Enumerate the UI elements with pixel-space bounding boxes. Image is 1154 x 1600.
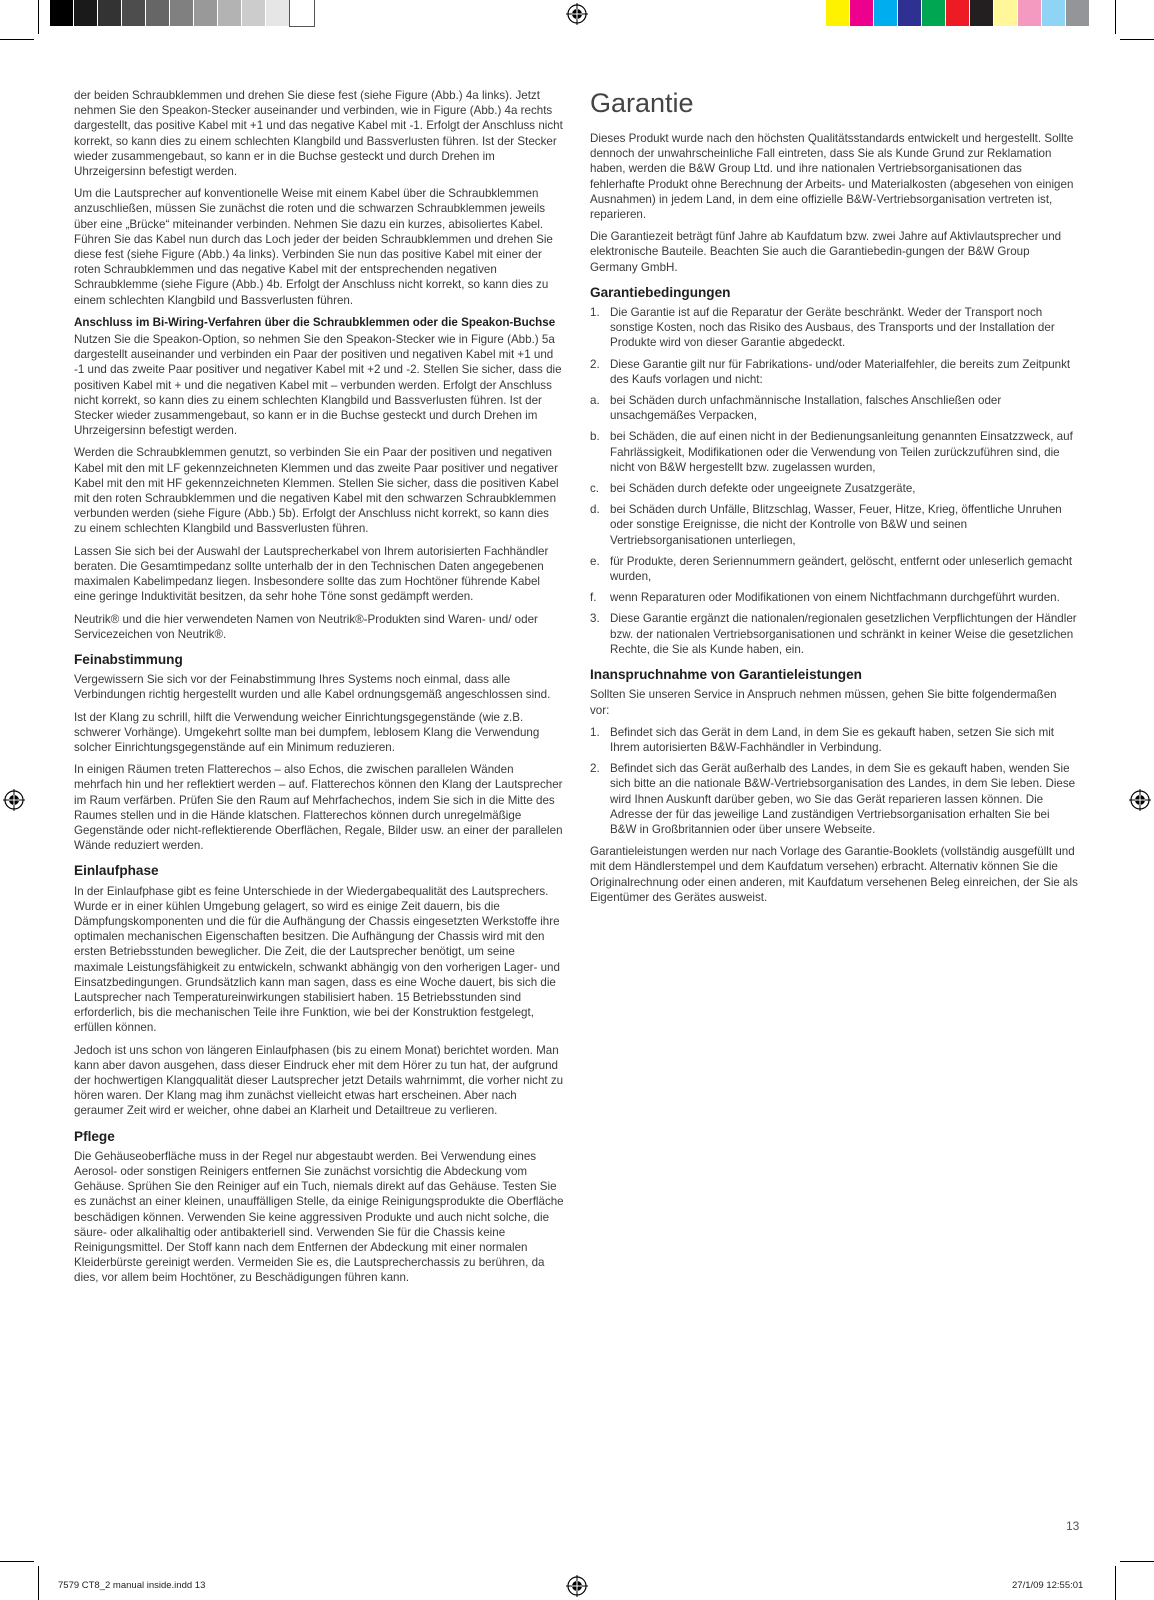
list-item xyxy=(590,357,1078,387)
paragraph: Ist der Klang zu schrill, hilft die Verwendung weicher Einrichtungsgegenstände (wie z.B. schwerer Vorhänge). Umgekehrt sollte man bei dumpfem, leblosem Klang die Verwendung solcher Einrichtungsgegenstände auf ein Minimum reduzieren. xyxy=(74,710,540,754)
paragraph: Vergewissern Sie sich vor der Feinabstimmung Ihres Systems noch einmal, dass alle Verbindungen richtig hergestellt wurden und alle Kabel ordnungsgemäß angeschlossen sind. xyxy=(74,673,551,702)
paragraph: Garantieleistungen werden nur nach Vorlage des Garantie-Booklets (vollständig ausgefüllt und mit dem Händlerstempel und dem Kaufdatum versehen) erbracht. Alternativ können Sie die Originalrechnung oder einen anderen, mit Kaufdatum versehenen Beleg einreichen, der Sie als Eigentümer des Gerätes ausweist. xyxy=(590,845,1078,904)
registration-mark-icon xyxy=(566,3,588,25)
registration-mark-icon xyxy=(566,1575,588,1597)
paragraph: der beiden Schraubklemmen und drehen Sie diese fest (siehe Figure (Abb.) 4a links). Jetzt nehmen Sie den Speakon-Stecker auseinander und verbinden, wie in Figure (Abb.) 4a rechts dargestellt, das positive Kabel mit +1 und das negative Kabel mit -1. Erfolgt der Anschluss nicht korrekt, so kann dies zu einem schlechten Klangbild und Bassverlusten führen. Ist der Stecker wieder zusammengebaut, so kann er in die Buchse gesteckt und durch Drehen im Uhrzeigersinn befestigt werden. xyxy=(74,89,563,179)
list-item-text: bei Schäden durch unfachmännische Installation, falsches Anschließen oder unsachgemäßes Verpacken, xyxy=(610,394,1002,423)
process-color-bar xyxy=(826,0,1090,26)
color-swatch xyxy=(146,0,170,26)
list-item xyxy=(590,481,1078,496)
paragraph: Lassen Sie sich bei der Auswahl der Lautsprecherkabel von Ihrem autorisierten Fachhändler beraten. Die Gesamtimpedanz sollte unterhalb der in den Technischen Daten angegebenen maximalen Kabelimpedanz liegen. Insbesondere sollte das zum Hochtöner führende Kabel eine geringe Induktivität besitzen, da sehr hohe Töne sonst gedämpft werden. xyxy=(74,544,549,604)
list-item-text: wenn Reparaturen oder Modifikationen von einem Nichtfachmann durchgeführt wurden. xyxy=(610,591,1060,605)
list-marker: 1. xyxy=(590,725,600,739)
paragraph: Die Gehäuseoberfläche muss in der Regel nur abgestaubt werden. Bei Verwendung eines Aerosol- oder sonstigen Reinigers entfernen Sie zunächst vorsichtig die Abdeckung vom Gehäuse. Sprühen Sie den Reiniger auf ein Tuch, niemals direkt auf das Gehäuse. Testen Sie es zunächst an einer kleinen, unauffälligen Stelle, da einige Reinigungsprodukte die Oberfläche beschädigen können. Verwenden Sie keine aggressiven Produkte und auch nicht solche, die säure- oder alkalihaltig oder antibakteriell sind. Verwenden Sie für die Chassis keine Reinigungsmittel. Der Stoff kann nach dem Entfernen der Abdeckung mit einer normalen Kleiderbürste gereinigt werden. Vermeiden Sie es, die Lautsprecherchassis zu berühren, da dies, vor allem beim Hochtöner, zu Beschädigungen führen kann. xyxy=(74,1149,564,1285)
right-column xyxy=(590,88,1078,912)
list-item xyxy=(590,611,1078,657)
heading-garantiebedingungen: Garantiebedingungen xyxy=(590,284,731,300)
color-swatch xyxy=(1018,0,1042,26)
color-swatch xyxy=(266,0,290,26)
grayscale-color-bar xyxy=(50,0,314,26)
crop-mark xyxy=(1115,1566,1116,1600)
color-swatch xyxy=(170,0,194,26)
crop-mark xyxy=(38,0,39,34)
paragraph: In einigen Räumen treten Flatterechos – also Echos, die zwischen parallelen Wänden mehrfach hin und her reflektiert werden – auf. Flatterechos können den Klang der Lautsprecher im Raum verfärben. Prüfen Sie den Raum auf Mehrfachechos, indem Sie sich in die Mitte des Raumes stellen und in die Hände klatschen. Flatterechos können durch unregelmäßige Gegenstände oder nicht-reflektierende Oberflächen, Regale, Bilder usw. an einer der parallelen Wände reduziert werden. xyxy=(74,763,563,853)
slug-timestamp: 27/1/09 12:55:01 xyxy=(1012,1580,1084,1591)
color-swatch xyxy=(50,0,74,26)
page-title: Garantie xyxy=(590,88,694,118)
subheading-bi-wiring: Anschluss im Bi-Wiring-Verfahren über die Schraubklemmen oder die Speakon-Buchse xyxy=(74,315,556,329)
trademark-note: Neutrik® und die hier verwendeten Namen von Neutrik®-Produkten sind Waren- und/ oder Servicezeichen von Neutrik®. xyxy=(74,612,538,641)
list-marker: e. xyxy=(590,554,600,568)
color-swatch xyxy=(994,0,1018,26)
list-item xyxy=(590,429,1078,475)
list-item-text: Befindet sich das Gerät außerhalb des Landes, in dem Sie es gekauft haben, wenden Sie sich bitte an die nationale B&W-Vertriebsorganisation des Landes, in dem Sie leben. Diese wird Ihnen Auskunft darüber geben, wo Sie das Gerät reparieren lassen können. Die Adresse der für das jeweilige Land zuständigen Vertriebsorganisation erhalten Sie bei B&W in Großbritannien oder über unsere Webseite. xyxy=(610,762,1076,836)
list-item-text: Diese Garantie ergänzt die nationalen/regionalen gesetzlichen Verpflichtungen der Händler bzw. der nationalen Vertriebsorganisationen und schränkt in keiner Weise die gesetzlichen Rechte, die Sie als Kunde haben, ein. xyxy=(610,612,1077,656)
paragraph: Sollten Sie unseren Service in Anspruch nehmen müssen, gehen Sie bitte folgendermaßen vor: xyxy=(590,688,1057,717)
list-marker: a. xyxy=(590,394,600,408)
paragraph: In der Einlaufphase gibt es feine Unterschiede in der Wiedergabequalität des Lautsprechers. Wurde er in einer kühlen Umgebung gelagert, so wird es einige Zeit dauern, bis die Dämpfungskomponenten und die für die Aufhängung der Chassis eingesetzten Werkstoffe ihre optimalen mechanischen Eigenschaften besitzen. Die Aufhängung der Chassis wird mit den ersten Betriebsstunden beweglicher. Die Zeit, die der Lautsprecher benötigt, um seine maximale Leistungsfähigkeit zu entwickeln, schwankt abhängig von den vorherigen Lager- und Einsatzbedingungen. Grundsätzlich kann man sagen, dass es eine Woche dauert, bis sich die Lautsprecher nach Temperatureinwirkungen stabilisiert haben. 15 Betriebsstunden sind erforderlich, bis die mechanischen Teile ihre Funktion, wie bei der Konstruktion festgelegt, erfüllen können. xyxy=(74,884,560,1035)
list-item xyxy=(590,554,1078,584)
conditions-list xyxy=(590,305,1078,657)
crop-mark xyxy=(1120,1561,1154,1562)
color-swatch xyxy=(218,0,242,26)
list-item-text: Befindet sich das Gerät in dem Land, in dem Sie es gekauft haben, setzen Sie sich mit Ihrem autorisierten B&W-Fachhändler in Verbindung. xyxy=(610,725,1055,754)
slug-file-info: 7579 CT8_2 manual inside.indd 13 xyxy=(58,1580,206,1591)
list-marker: 2. xyxy=(590,357,600,371)
color-swatch xyxy=(74,0,98,26)
color-swatch xyxy=(290,0,314,26)
list-item-text: bei Schäden durch Unfälle, Blitzschlag, Wasser, Feuer, Hitze, Krieg, öffentliche Unruhen oder sonstige Ereignisse, die nicht der Kontrolle von B&W und seinen Vertriebsorganisationen unterliegen, xyxy=(610,503,1062,547)
list-marker: c. xyxy=(590,482,600,496)
service-steps-list xyxy=(590,725,1078,837)
color-swatch xyxy=(194,0,218,26)
list-item xyxy=(590,725,1078,755)
list-item-text: Die Garantie ist auf die Reparatur der Geräte beschränkt. Weder der Transport noch sonstige Kosten, noch das Risiko des Ausbaus, des Transports und der Installation der Produkte wird von dieser Garantie abgedeckt. xyxy=(610,306,1055,350)
list-item xyxy=(590,590,1078,605)
list-item xyxy=(590,305,1078,351)
list-item xyxy=(590,761,1078,837)
heading-einlaufphase: Einlaufphase xyxy=(74,863,159,879)
paragraph: Nutzen Sie die Speakon-Option, so nehmen Sie den Speakon-Stecker wie in Figure (Abb.) 5a dargestellt auseinander und verbinden ein Paar der positiven und negativen Kabel mit +1 und -1 und das zweite Paar positiver und negativer Kabel mit +2 und -2. Stellen Sie sicher, dass die positiven Kabel mit + und die negativen Kabel mit – verbunden werden. Erfolgt der Anschluss nicht korrekt, so kann dies zu einem schlechten Klangbild und Bassverlusten führen. Ist der Stecker wieder zusammengebaut, so kann er in die Buchse gesteckt und durch Drehen im Uhrzeigersinn befestigt werden. xyxy=(74,333,562,438)
crop-mark xyxy=(1120,39,1154,40)
crop-mark xyxy=(0,39,34,40)
list-marker: b. xyxy=(590,430,600,444)
color-swatch xyxy=(242,0,266,26)
left-column xyxy=(74,88,564,1293)
paragraph: Werden die Schraubklemmen genutzt, so verbinden Sie ein Paar der positiven und negativen Kabel mit den mit LF gekennzeichneten Klemmen und das zweite Paar positiver und negativer Kabel mit den mit HF gekennzeichneten Klemmen. Stellen Sie sicher, dass die positiven Kabel mit den roten Schraubklemmen und die negativen Kabel mit den schwarzen Schraubklemmen verbunden werden (siehe Figure (Abb.) 5b). Erfolgt der Anschluss nicht korrekt, so kann dies zu einem schlechten Klangbild und Bassverlusten führen. xyxy=(74,446,559,536)
list-marker: d. xyxy=(590,503,600,517)
color-swatch xyxy=(850,0,874,26)
color-swatch xyxy=(1042,0,1066,26)
registration-mark-icon xyxy=(3,789,25,811)
crop-mark xyxy=(1115,0,1116,34)
color-swatch xyxy=(1066,0,1090,26)
list-item xyxy=(590,502,1078,548)
paragraph: Um die Lautsprecher auf konventionelle Weise mit einem Kabel über die Schraubklemmen anzuschließen, müssen Sie zunächst die roten und die schwarzen Schraubklemmen jeweils über eine „Brücke“ miteinander verbinden. Nehmen Sie dazu ein kurzes, abisoliertes Kabel. Führen Sie das Kabel nun durch das Loch jeder der beiden Schraubklemmen und drehen Sie diese fest (siehe Figure (Abb.) 4a links). Verbinden Sie nun das positive Kabel mit einer der roten Schraubklemmen und das negative Kabel mit der entsprechenden negativen Schraubklemme (siehe Figure (Abb.) 4b. Erfolgt der Anschluss nicht korrekt, so kann dies zu einem schlechten Klangbild und Bassverlusten führen. xyxy=(74,187,553,307)
list-item-text: für Produkte, deren Seriennummern geändert, gelöscht, entfernt oder unleserlich gemacht wurden, xyxy=(610,554,1073,584)
list-item-text: bei Schäden, die auf einen nicht in der Bedienungsanleitung genannten Einsatzzweck, auf Fahrlässigkeit, Modifikationen oder die Verwendung von Teilen zurückzuführen sind, die nicht von B&W hergestellt bzw. zugelassen wurden, xyxy=(610,430,1073,474)
heading-inanspruchnahme: Inanspruchnahme von Garantieleistungen xyxy=(590,667,862,683)
list-marker: 3. xyxy=(590,612,600,626)
list-marker: f. xyxy=(590,591,597,605)
list-item xyxy=(590,393,1078,423)
paragraph: Die Garantiezeit beträgt fünf Jahre ab Kaufdatum bzw. zwei Jahre auf Aktivlautsprecher und elektronische Bauteile. Beachten Sie auch die Garantiebedin-gungen der B&W Group Germany GmbH. xyxy=(590,230,1062,274)
color-swatch xyxy=(874,0,898,26)
list-marker: 2. xyxy=(590,762,600,776)
color-swatch xyxy=(922,0,946,26)
color-swatch xyxy=(122,0,146,26)
color-swatch xyxy=(946,0,970,26)
heading-feinabstimmung: Feinabstimmung xyxy=(74,651,183,667)
heading-pflege: Pflege xyxy=(74,1128,115,1144)
paragraph: Jedoch ist uns schon von längeren Einlaufphasen (bis zu einem Monat) berichtet worden. Man kann aber davon ausgehen, dass dieser Eindruck eher mit dem Hörer zu tun hat, der aufgrund der hochwertigen Klangqualität dieser Lautsprecher jetzt Details wahrnimmt, die vorher nicht zu hören waren. Der Klang mag ihm zunächst vielleicht etwas hart erscheinen. Aber nach geraumer Zeit wird er weicher, ohne dabei an Klarheit und Detailtreue zu verlieren. xyxy=(74,1043,564,1118)
color-swatch xyxy=(826,0,850,26)
crop-mark xyxy=(38,1566,39,1600)
list-item-text: Diese Garantie gilt nur für Fabrikations- und/oder Materialfehler, die bereits zum Zeitpunkt des Kaufs vorlagen und nicht: xyxy=(610,357,1071,386)
page-number: 13 xyxy=(1066,1519,1080,1533)
list-item-text: bei Schäden durch defekte oder ungeeignete Zusatzgeräte, xyxy=(610,482,916,496)
list-marker: 1. xyxy=(590,306,600,320)
crop-mark xyxy=(0,1561,34,1562)
color-swatch xyxy=(970,0,994,26)
color-swatch xyxy=(898,0,922,26)
paragraph: Dieses Produkt wurde nach den höchsten Qualitätsstandards entwickelt und hergestellt. Sollte dennoch der unwahrscheinliche Fall eintreten, dass Sie als Kunde Grund zur Reklamation haben, werden die B&W Group Ltd. und ihre nationalen Vertriebsorganisationen das fehlerhafte Produkt ohne Berechnung der Arbeits- und Materialkosten (abgesehen von einigen Ausnahmen) in jedem Land, in dem eine offizielle B&W-Vertriebsorganisation vertreten ist, reparieren. xyxy=(590,132,1074,222)
color-swatch xyxy=(98,0,122,26)
registration-mark-icon xyxy=(1129,789,1151,811)
